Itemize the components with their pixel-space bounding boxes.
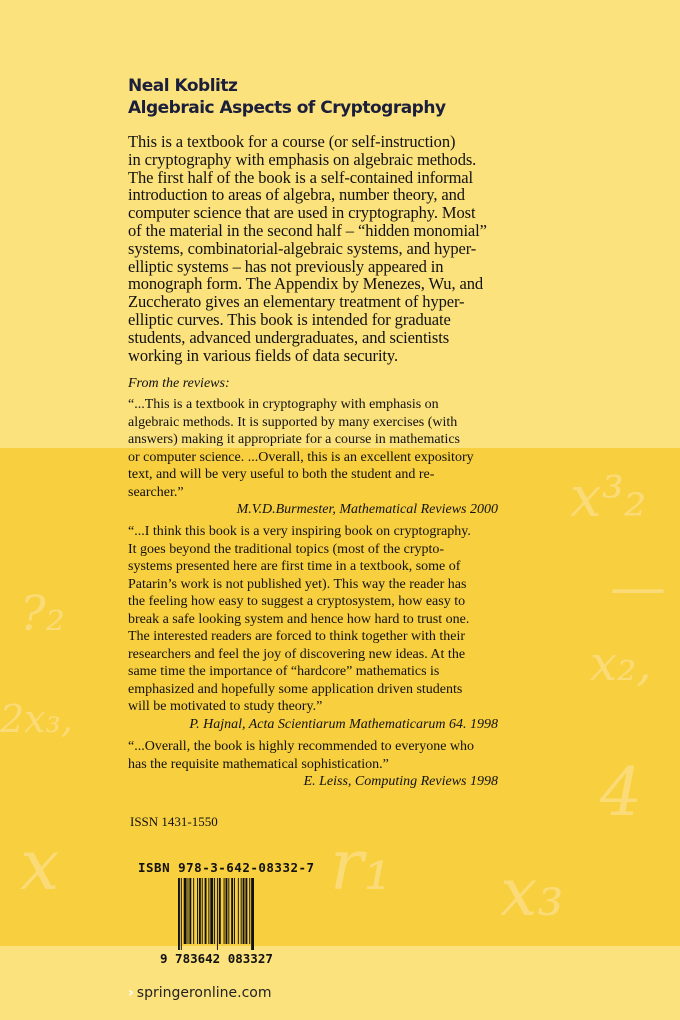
review-line: same time the importance of “hardcore” mathematics is: [128, 664, 440, 679]
description-line: introduction to areas of algebra, number theory, and: [128, 185, 465, 205]
barcode-bar: [219, 878, 221, 944]
issn: ISSN 1431-1550: [130, 814, 218, 829]
barcode-bar: [224, 878, 225, 944]
chevron-right-icon: ›: [128, 985, 134, 1001]
review-line: emphasized and hopefully some application driven students: [128, 681, 463, 697]
barcode-bar: [249, 878, 250, 944]
barcode-bar: [189, 878, 191, 944]
barcode-bar: [188, 878, 189, 944]
barcode-bar: [241, 878, 242, 944]
barcode-bar: [178, 878, 180, 950]
review-line: “...This is a textbook in cryptography with emphasis on: [128, 397, 439, 412]
review-line: has the requisite mathematical sophistication.”: [128, 756, 389, 772]
barcode-bar: [238, 878, 239, 944]
barcode-bar: [181, 878, 182, 950]
review-line: break a safe looking system and hence how hard to trust one.: [128, 611, 470, 627]
review-line: algebraic methods. It is supported by many exercises (with: [128, 414, 458, 430]
review-line: text, and will be very useful to both the student and re-: [128, 467, 435, 482]
website-label: springeronline.com: [136, 985, 272, 1001]
barcode-bar: [214, 878, 215, 944]
decorative-symbol: r₁: [330, 824, 392, 906]
review-line: “...I think this book is a very inspiring book on cryptography.: [128, 524, 471, 539]
decorative-symbol: 4: [600, 754, 642, 831]
decorative-symbol: x₃: [500, 854, 564, 931]
barcode-bar: [197, 878, 198, 944]
description-line: elliptic systems – has not previously appeared in: [128, 256, 444, 276]
description-line: of the material in the second half – “hidden monomial”: [128, 220, 487, 240]
review-attribution: E. Leiss, Computing Reviews 1998: [303, 774, 498, 789]
book-title: Algebraic Aspects of Cryptography: [128, 98, 446, 118]
barcode-bar: [208, 878, 209, 944]
description-line: Zuccherato gives an elementary treatment of hyper-: [128, 292, 465, 312]
review-line: It goes beyond the traditional topics (most of the crypto-: [128, 541, 445, 557]
description-line: elliptic curves. This book is intended for graduate: [128, 309, 451, 329]
review-line: systems presented here are first time in a textbook, some of: [128, 559, 461, 574]
review-line: The interested readers are forced to think together with their: [128, 629, 466, 644]
review-attribution: M.V.D.Burmester, Mathematical Reviews 2000: [236, 502, 498, 517]
author-name: Neal Koblitz: [128, 76, 238, 96]
barcode-bar: [193, 878, 194, 944]
description-line: The first half of the book is a self-contained informal: [128, 167, 474, 187]
description-line: working in various fields of data security.: [128, 345, 399, 365]
barcode-number: 9 783642 083327: [160, 951, 273, 966]
review-line: searcher.”: [128, 484, 184, 500]
barcode-bar: [226, 878, 228, 944]
review-line: researchers and feel the joy of discovering new ideas. At the: [128, 646, 466, 662]
barcode-bar: [228, 878, 229, 944]
decorative-symbol: x₂,: [590, 636, 652, 692]
description-line: This is a textbook for a course (or self-instruction): [128, 132, 456, 151]
barcode-bar: [251, 878, 254, 950]
review-2: [128, 523, 498, 734]
decorative-symbol: x: [20, 824, 60, 906]
review-line: Patarin’s work is not published yet). This way the reader has: [128, 576, 467, 592]
barcode-bar: [231, 878, 233, 944]
review-1: [128, 396, 498, 519]
barcode-bar: [202, 878, 203, 944]
reviews-heading: From the reviews:: [128, 376, 230, 391]
description: [128, 133, 487, 364]
decorative-symbol: x³₂: [570, 465, 647, 530]
barcode: [178, 878, 280, 950]
website-link[interactable]: [128, 984, 271, 1002]
review-attribution: P. Hajnal, Acta Scientiarum Mathematicarum 64. 1998: [189, 716, 498, 732]
review-line: the feeling how easy to suggest a cryptosystem, how easy to: [128, 594, 466, 609]
description-line: monograph form. The Appendix by Menezes, Wu, and: [128, 274, 484, 294]
barcode-bar: [234, 878, 235, 944]
description-line: systems, combinatorial-algebraic systems, and hyper-: [128, 238, 477, 258]
description-line: computer science that are used in cryptography. Most: [128, 203, 476, 223]
decorative-symbol: —: [610, 555, 666, 620]
review-line: or computer science. ...Overall, this is an excellent expository: [128, 449, 474, 465]
barcode-bar: [245, 878, 247, 944]
barcode-bar: [243, 878, 245, 944]
barcode-bar: [205, 878, 207, 944]
review-3: [128, 738, 498, 791]
decorative-symbol: ?₂: [20, 586, 65, 642]
barcode-bar: [184, 878, 187, 944]
decorative-symbol: 2x₃,: [0, 697, 73, 741]
barcode-bar: [199, 878, 201, 944]
review-line: “...Overall, the book is highly recommended to everyone who: [128, 739, 475, 754]
barcode-bar: [210, 878, 213, 944]
description-line: students, advanced undergraduates, and scientists: [128, 327, 450, 347]
isbn: ISBN 978-3-642-08332-7: [138, 860, 315, 875]
description-line: in cryptography with emphasis on algebraic methods.: [128, 149, 477, 169]
review-line: answers) making it appropriate for a course in mathematics: [128, 432, 460, 447]
review-line: will be motivated to study theory.”: [128, 699, 323, 714]
barcode-bar: [217, 878, 218, 950]
